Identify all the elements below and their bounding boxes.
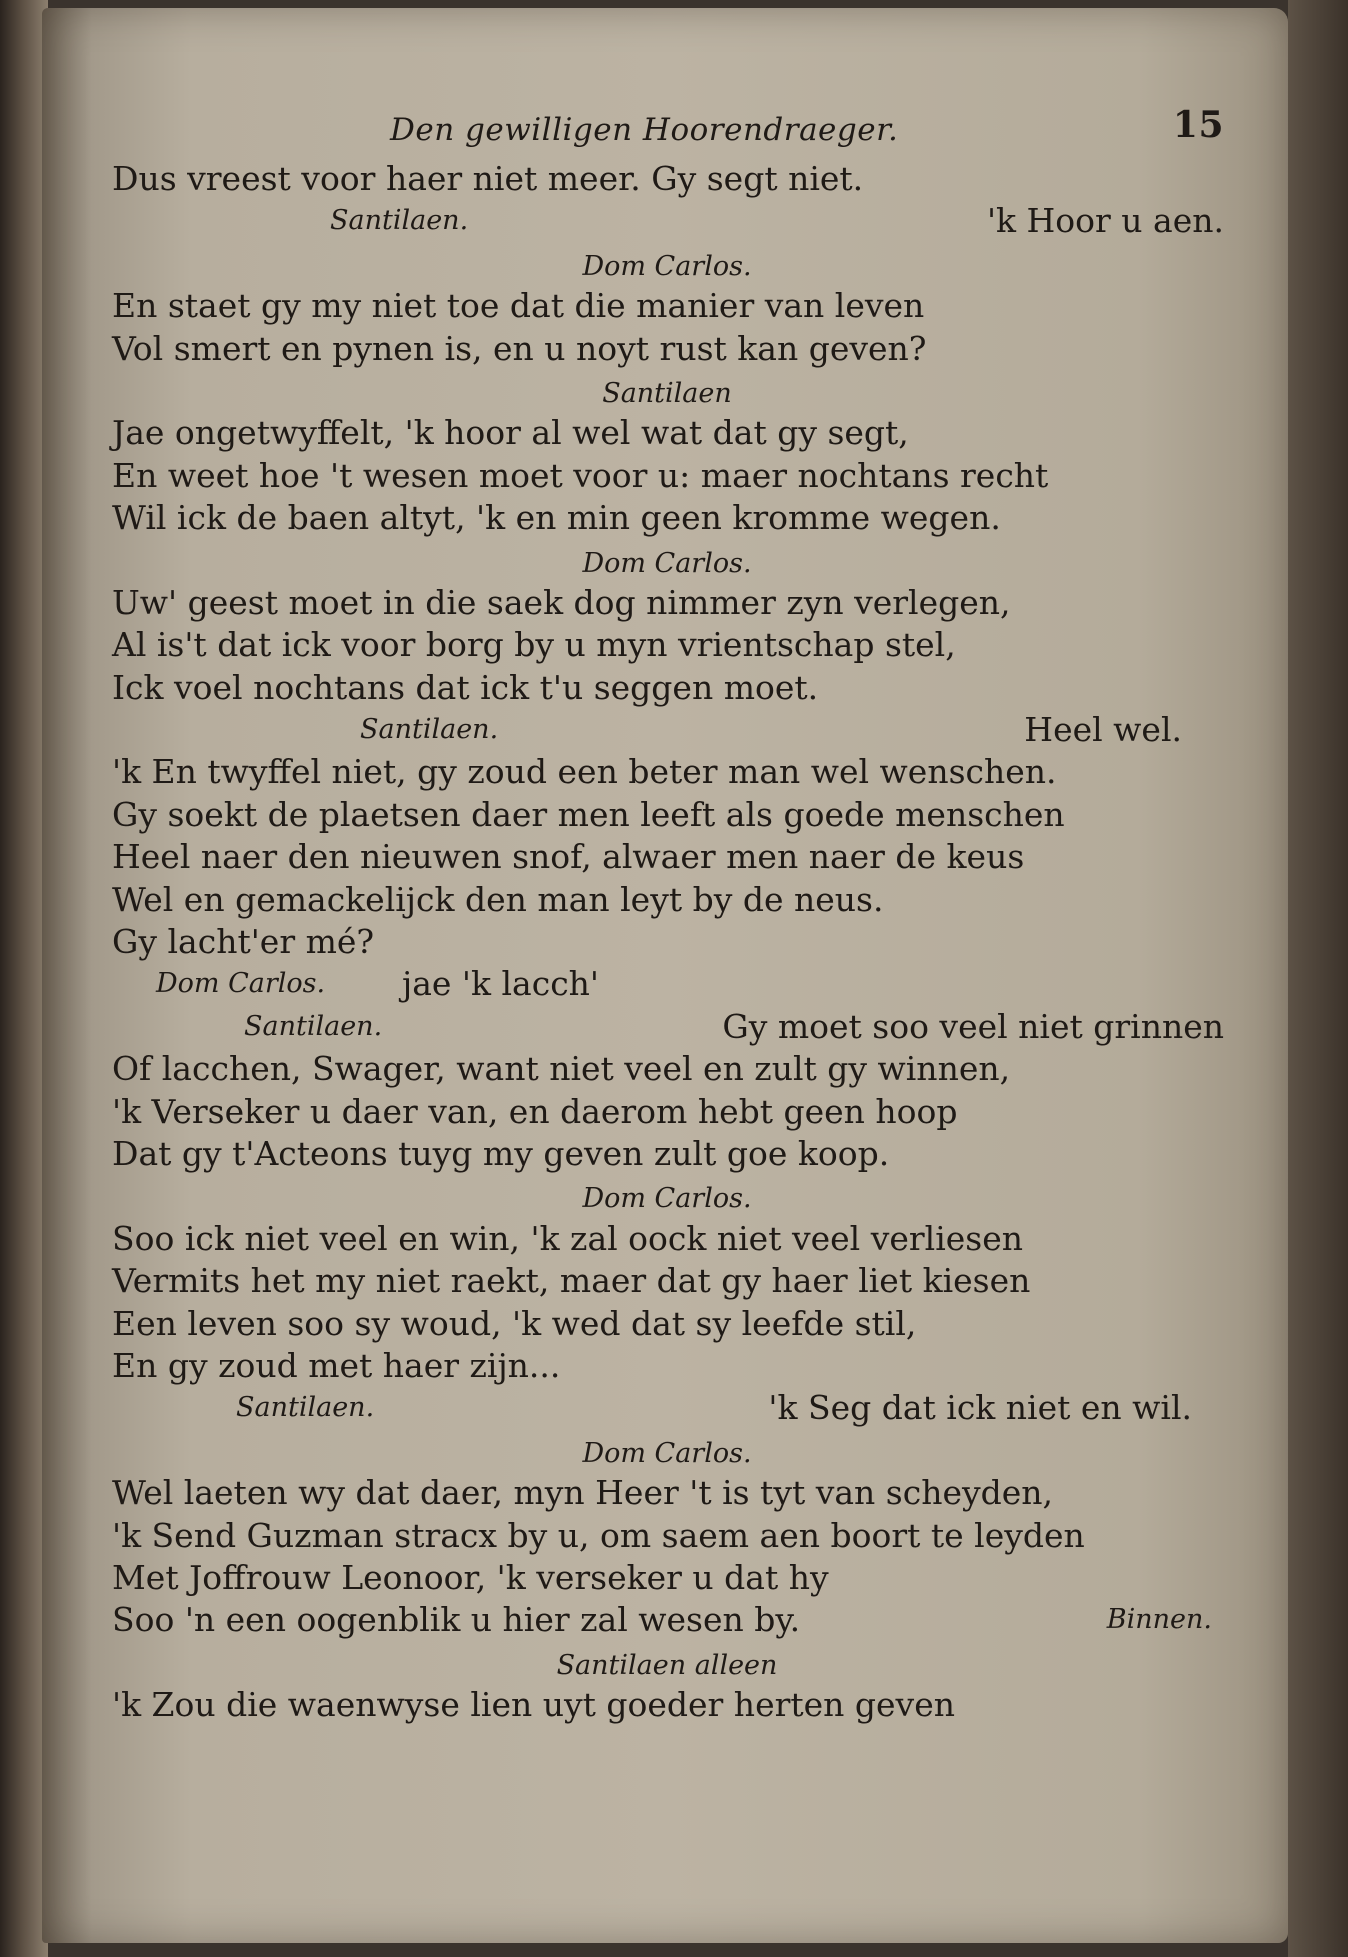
- speaker-line: [112, 243, 1222, 285]
- verse-line: Vol smert en pynen is, en u noyt rust kan geven?: [112, 328, 927, 368]
- verse-line: Wel en gemackelijck den man leyt by de neus.: [112, 879, 884, 919]
- speaker-line: [112, 540, 1222, 582]
- verse-fragment: 'k Hoor u aen.: [986, 201, 1224, 241]
- verse-line: Dat gy t'Acteons tuyg my geven zult goe koop.: [112, 1133, 890, 1173]
- left-page-edge: [0, 0, 48, 1957]
- verse-line: 'k Verseker u daer van, en daerom hebt geen hoop: [112, 1091, 958, 1131]
- verse-line: [112, 963, 1222, 1005]
- verse-line: En staet gy my niet toe dat die manier van leven: [112, 286, 925, 326]
- verse-line: Gy lacht'er mé?: [112, 922, 375, 962]
- verse-line: En gy zoud met haer zijn...: [112, 1345, 561, 1385]
- speaker-line: [112, 1642, 1222, 1684]
- speaker-name: Dom Carlos.: [582, 1437, 752, 1469]
- speaker-name: Santilaen.: [236, 1392, 375, 1424]
- verse-fragment: Heel wel.: [1024, 710, 1182, 750]
- verse-line: [112, 1387, 1222, 1429]
- verse-line: [112, 200, 1222, 242]
- verse-fragment: Gy moet soo veel niet grinnen: [722, 1006, 1224, 1046]
- verse-fragment: 'k Seg dat ick niet en wil.: [768, 1388, 1192, 1428]
- verse-line: En weet hoe 't wesen moet voor u: maer nochtans recht: [112, 455, 1049, 495]
- verse-line: 'k En twyffel niet, gy zoud een beter man wel wenschen.: [112, 752, 1057, 792]
- running-title: Den gewilligen Hoorendraeger.: [390, 112, 899, 148]
- speaker-line: [112, 370, 1222, 412]
- verse-line: Wel laeten wy dat daer, myn Heer 't is tyt van scheyden,: [112, 1473, 1054, 1513]
- speaker-name: Dom Carlos.: [582, 250, 752, 282]
- verse-line: Jae ongetwyffelt, 'k hoor al wel wat dat gy segt,: [112, 413, 909, 453]
- speaker-line: [112, 1430, 1222, 1472]
- verse-line: Heel naer den nieuwen snof, alwaer men naer de keus: [112, 837, 1025, 877]
- speaker-name: Dom Carlos.: [582, 547, 752, 579]
- verse-line: Gy soekt de plaetsen daer men leeft als goede menschen: [112, 794, 1065, 834]
- verse-line: [112, 709, 1222, 751]
- speaker-name: Dom Carlos.: [156, 968, 326, 1000]
- verse-line: Soo ick niet veel en win, 'k zal oock niet veel verliesen: [112, 1218, 1023, 1258]
- verse-line: 'k Send Guzman stracx by u, om saem aen boort te leyden: [112, 1515, 1085, 1555]
- verse-line: Een leven soo sy woud, 'k wed dat sy leefde stil,: [112, 1303, 917, 1343]
- running-header: [112, 104, 1222, 158]
- verse-line: Wil ick de baen altyt, 'k en min geen kromme wegen.: [112, 498, 1001, 538]
- speaker-line: [112, 1175, 1222, 1217]
- verse-line: Dus vreest voor haer niet meer. Gy segt niet.: [112, 159, 864, 198]
- stage-direction: Binnen.: [1106, 1604, 1212, 1636]
- speaker-name: Dom Carlos.: [582, 1183, 752, 1215]
- verse-line: Vermits het my niet raekt, maer dat gy haer liet kiesen: [112, 1261, 1031, 1301]
- speaker-name: Santilaen.: [360, 714, 499, 746]
- verse-line: Of lacchen, Swager, want niet veel en zult gy winnen,: [112, 1049, 1011, 1089]
- verse-line: Uw' geest moet in die saek dog nimmer zyn verlegen,: [112, 582, 1011, 622]
- book-page: [42, 8, 1288, 1943]
- verse-line: Al is't dat ick voor borg by u myn vrientschap stel,: [112, 625, 956, 665]
- verse-line: 'k Zou die waenwyse lien uyt goeder herten geven: [112, 1685, 955, 1725]
- speaker-name: Santilaen.: [330, 205, 469, 237]
- speaker-name: Santilaen: [602, 377, 732, 409]
- right-page-edge: [1288, 0, 1348, 1957]
- verse-line: [112, 1599, 1222, 1641]
- speaker-name: Santilaen.: [244, 1010, 383, 1042]
- verse-line: Ick voel nochtans dat ick t'u seggen moet.: [112, 667, 819, 707]
- page-text: [112, 104, 1222, 1726]
- verse-fragment: Soo 'n een oogenblik u hier zal wesen by.: [112, 1600, 801, 1640]
- verse-line: [112, 1006, 1222, 1048]
- verse-fragment: jae 'k lacch': [402, 964, 600, 1004]
- speaker-name: Santilaen alleen: [556, 1649, 778, 1681]
- verse-line: Met Joffrouw Leonoor, 'k verseker u dat hy: [112, 1557, 829, 1597]
- page-number: 15: [1172, 104, 1224, 146]
